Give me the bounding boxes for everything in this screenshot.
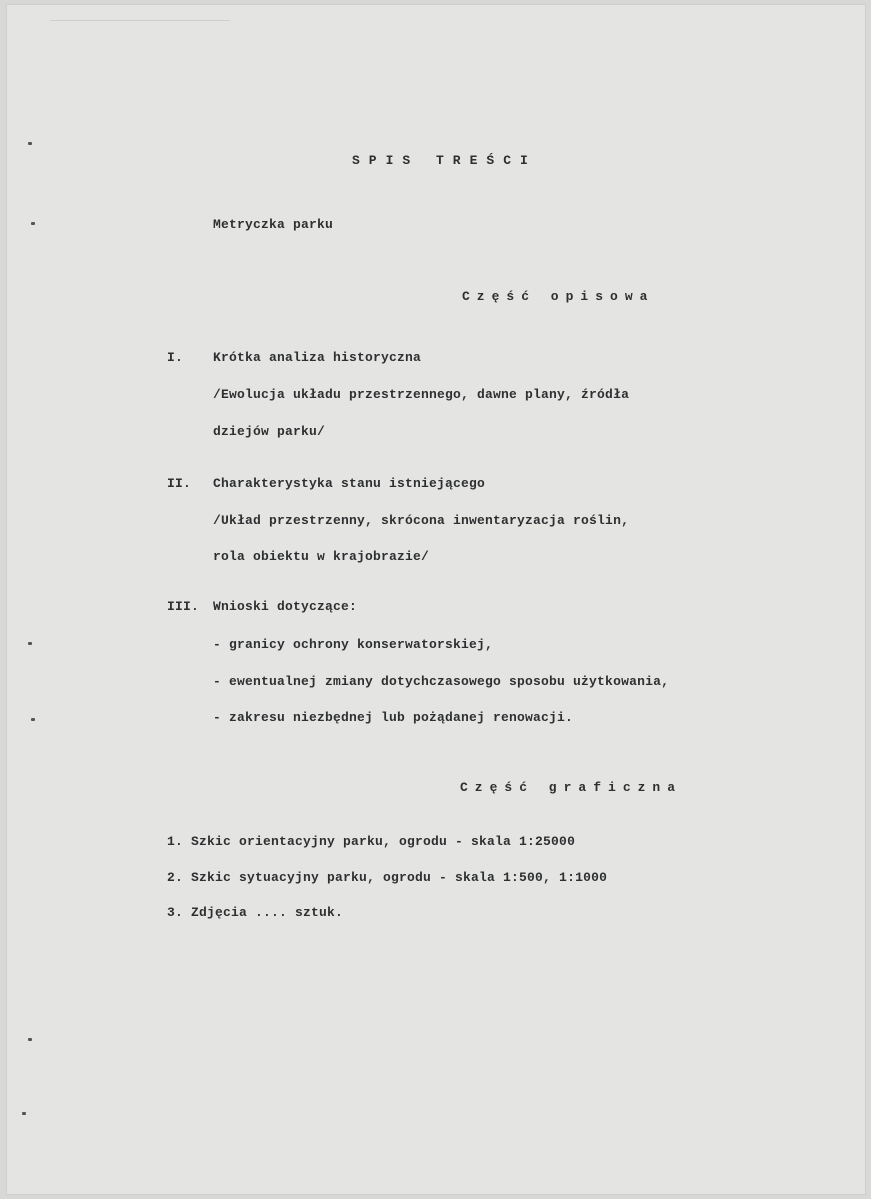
- section-heading-graphic: Część graficzna: [460, 780, 683, 795]
- paper-fold-line: [50, 20, 230, 21]
- item-detail-line: - granicy ochrony konserwatorskiej,: [213, 637, 494, 652]
- item-numeral: II.: [167, 476, 192, 491]
- binding-hole-mark: [31, 718, 35, 721]
- document-page: [6, 4, 866, 1195]
- item-detail-line: /Ewolucja układu przestrzennego, dawne plany, źródła: [213, 387, 630, 402]
- binding-hole-mark: [22, 1112, 26, 1115]
- graphic-list-item: 3. Zdjęcia .... sztuk.: [167, 905, 344, 920]
- binding-hole-mark: [28, 142, 32, 145]
- item-numeral: I.: [167, 350, 184, 365]
- item-detail-line: - zakresu niezbędnej lub pożądanej renowacji.: [213, 710, 574, 725]
- item-detail-line: rola obiektu w krajobrazie/: [213, 549, 430, 564]
- item-title: Charakterystyka stanu istniejącego: [213, 476, 486, 491]
- item-title: Krótka analiza historyczna: [213, 350, 422, 365]
- item-detail-line: - ewentualnej zmiany dotychczasowego sposobu użytkowania,: [213, 674, 670, 689]
- item-detail-line: /Układ przestrzenny, skrócona inwentaryzacja roślin,: [213, 513, 630, 528]
- binding-hole-mark: [28, 642, 32, 645]
- graphic-list-item: 1. Szkic orientacyjny parku, ogrodu - skala 1:25000: [167, 834, 576, 849]
- binding-hole-mark: [28, 1038, 32, 1041]
- section-heading-descriptive: Część opisowa: [462, 289, 655, 304]
- binding-hole-mark: [31, 222, 35, 225]
- metryczka-entry: Metryczka parku: [213, 217, 334, 232]
- item-numeral: III.: [167, 599, 200, 614]
- item-detail-line: dziejów parku/: [213, 424, 326, 439]
- page-title: SPIS TREŚCI: [352, 153, 537, 168]
- item-title: Wnioski dotyczące:: [213, 599, 358, 614]
- graphic-list-item: 2. Szkic sytuacyjny parku, ogrodu - skala 1:500, 1:1000: [167, 870, 608, 885]
